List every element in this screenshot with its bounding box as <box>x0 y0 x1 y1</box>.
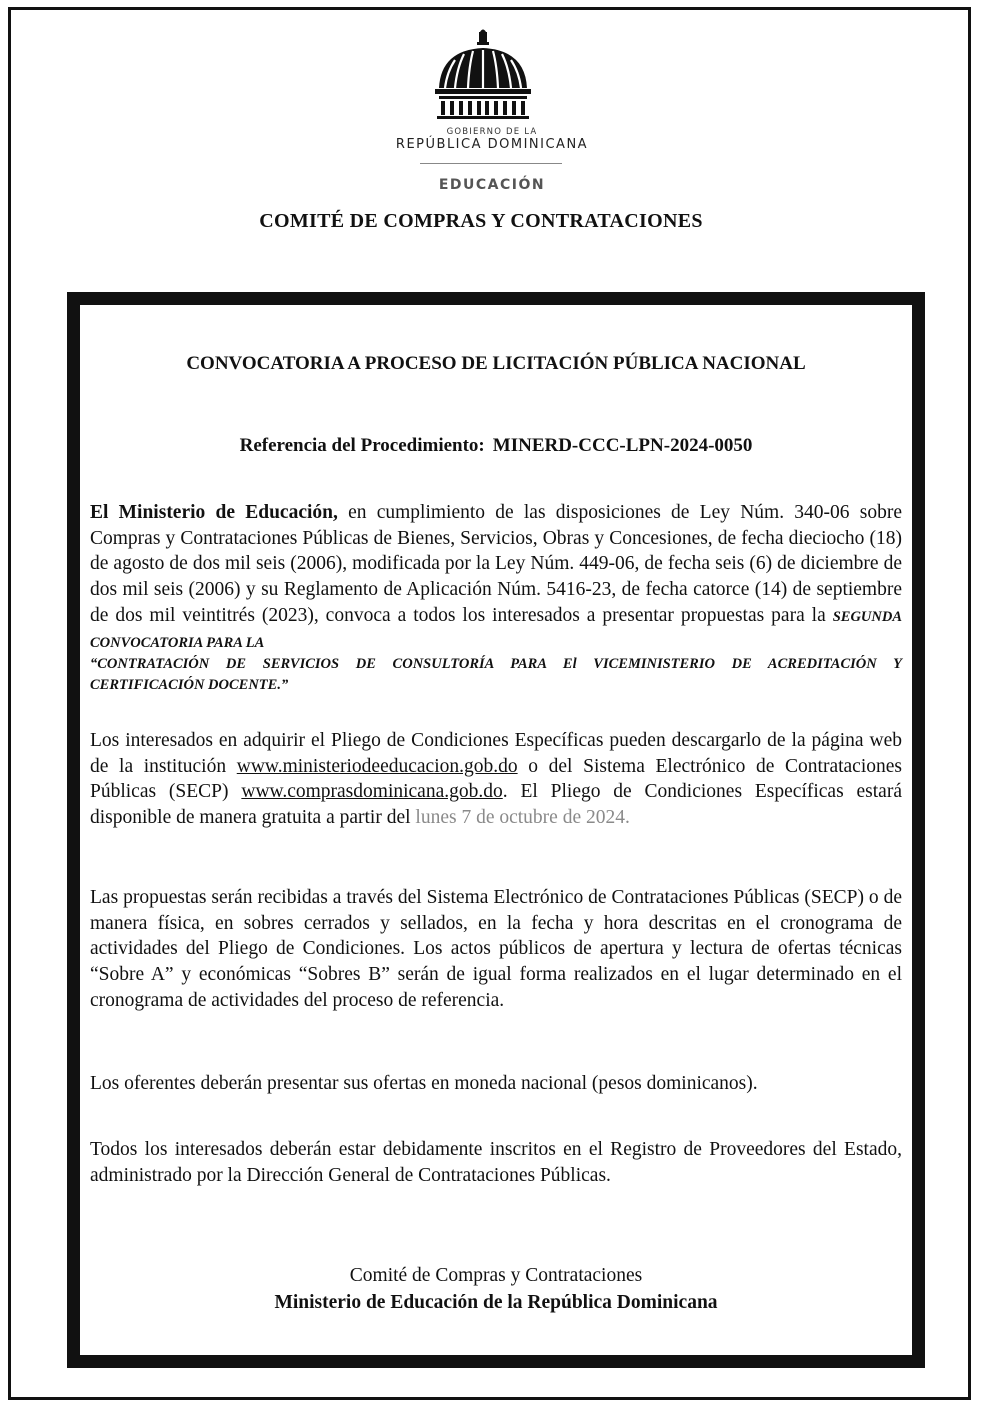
capitol-dome-icon <box>433 26 533 122</box>
convocation-body: en cumplimiento de las disposiciones de Ley Núm. 340-06 sobre Compras y Contrataciones Públicas de Bienes, Servicios, Obras y Concesiones, de fecha dieciocho (18) de agosto de dos mil seis (2006), modificada por la Ley Núm. 449-06, de fecha seis (6) de diciembre de dos mil seis (2006) y su Reglamento de Aplicación Núm. 5416-23, de fecha catorce (14) de septiembre de dos mil veintitrés (2023), convoca a todos los interesados a presentar propuestas para la <box>90 502 902 626</box>
specifications-text-b: o del Sistema Electrónico de Contrataciones Públicas (SECP) <box>90 755 903 803</box>
paragraph-specifications <box>90 728 902 831</box>
government-line-1: GOBIERNO DE LA <box>446 127 538 137</box>
notice-box <box>67 292 925 1368</box>
reference-code: MINERD-CCC-LPN-2024-0050 <box>492 435 753 456</box>
committee-heading: COMITÉ DE COMPRAS Y CONTRATACIONES <box>259 210 703 232</box>
ministry-website-link[interactable]: www.ministeriodeeducacion.gob.do <box>236 755 518 777</box>
paragraph-currency: Los oferentes deberán presentar sus ofertas en moneda nacional (pesos dominicanos). <box>90 1073 758 1094</box>
reference-label: Referencia del Procedimiento: <box>239 435 485 456</box>
government-logo <box>0 24 984 199</box>
signature-committee: Comité de Compras y Contrataciones <box>349 1265 643 1286</box>
department-name: EDUCACIÓN <box>438 177 546 193</box>
signature-ministry: Ministerio de Educación de la República Dominicana <box>274 1292 718 1313</box>
government-line-2: REPÚBLICA DOMINICANA <box>395 137 589 152</box>
paragraph-convocation <box>90 500 902 696</box>
procedure-reference <box>80 435 912 457</box>
specifications-text-c: . El Pliego de Condiciones Específicas estará disponible de manera gratuita a partir del <box>90 781 902 829</box>
paragraph-proposals: Las propuestas serán recibidas a través del Sistema Electrónico de Contrataciones Públicas (SECP) o de manera física, en sobres cerrados y sellados, en la fecha y hora descritas en el cronograma de actividades del Pliego de Condiciones. Los actos públicos de apertura y lectura de ofertas técnicas “Sobre A” y económicas “Sobres B” serán de igual forma realizados en el lugar determinado en el cronograma de actividades del proceso de referencia. <box>90 887 902 1011</box>
paragraph-registry: Todos los interesados deberán estar debidamente inscritos en el Registro de Proveedores del Estado, administrado por la Dirección General de Contrataciones Públicas. <box>90 1139 902 1186</box>
convocation-emphasis-line3: CERTIFICACIÓN DOCENTE.” <box>90 677 289 694</box>
specifications-text-a: Los interesados en adquirir el Pliego de Condiciones Específicas pueden descargarlo de la página web de la institución <box>90 730 902 777</box>
logo-divider <box>420 163 562 164</box>
availability-date: lunes 7 de octubre de 2024. <box>415 807 630 829</box>
ministry-lead: El Ministerio de Educación, <box>90 502 338 523</box>
notice-title: CONVOCATORIA A PROCESO DE LICITACIÓN PÚBLICA NACIONAL <box>186 353 806 374</box>
compras-website-link[interactable]: www.comprasdominicana.gob.do <box>241 781 503 803</box>
convocation-emphasis: SEGUNDA CONVOCATORIA PARA LA <box>90 608 902 651</box>
convocation-emphasis-line2: “CONTRATACIÓN DE SERVICIOS DE CONSULTORÍA PARA El VICEMINISTERIO DE ACREDITACIÓN Y <box>90 656 902 673</box>
